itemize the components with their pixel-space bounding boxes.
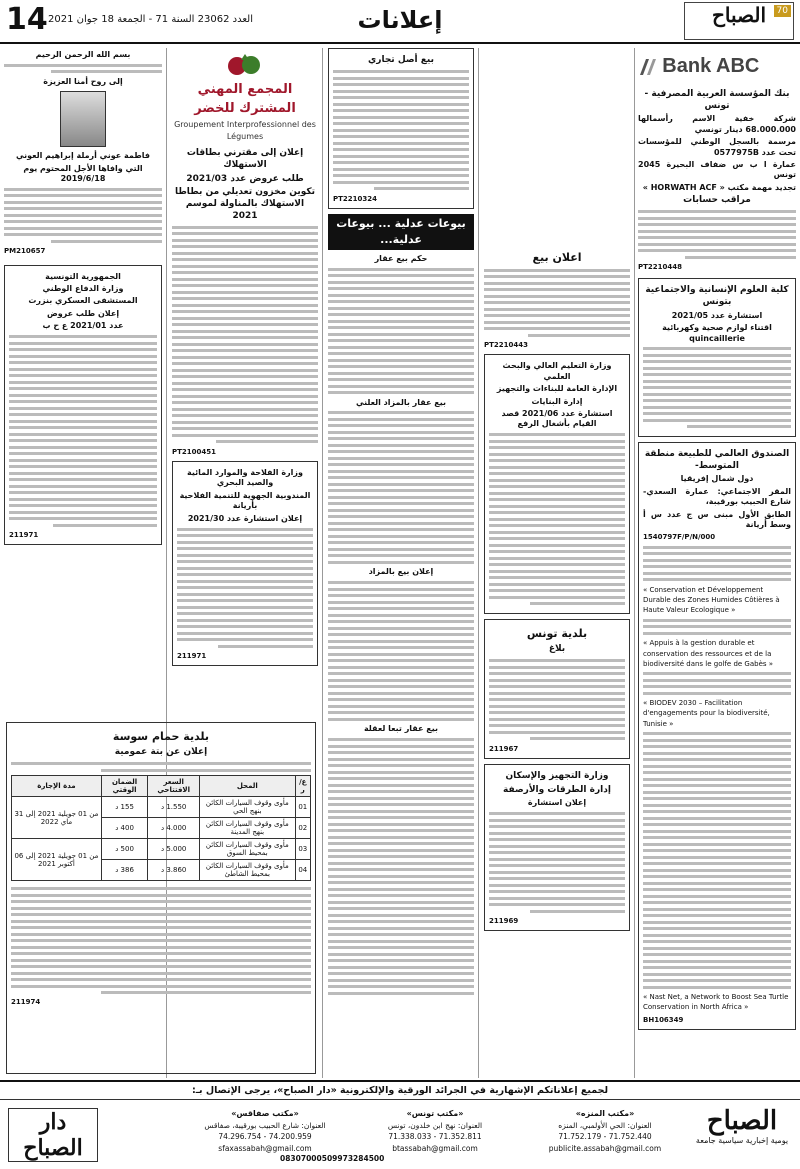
table-cell: من 01 جويلية 2021 إلى 06 أكتوبر 2021 <box>12 839 102 881</box>
office-phones: 74.296.754 - 74.200.959 <box>218 1132 312 1142</box>
notice-title: إعلان بيع بالمزاد <box>368 567 434 577</box>
ad-subtitle: وزارة الدفاع الوطني <box>42 283 124 293</box>
ad-box <box>484 619 630 759</box>
notice-title: حكم بيع عقار <box>374 253 428 263</box>
column-divider <box>478 48 479 1078</box>
office-address: العنوان: الحي الأولمبي، المنزه <box>558 1121 652 1130</box>
office-email[interactable]: publicite.assabah@gmail.com <box>548 1143 662 1153</box>
office-menzah <box>530 1108 680 1154</box>
ad-title: كلية العلوم الإنسانية والاجتماعية بتونس <box>645 285 789 308</box>
table-cell: مأوى وقوف السيارات الكائن بمحيط السوق <box>200 839 296 860</box>
office-email[interactable]: sfaxassabah@gmail.com <box>218 1143 312 1153</box>
ad-subtitle: إعلان استشارة <box>527 798 587 808</box>
table-cell: 500 د <box>101 839 147 860</box>
vegetable-logo-icon <box>225 52 265 78</box>
table-row <box>12 797 311 818</box>
ad-subtitle: المقر الاجتماعي: عمارة السعدي- شارع الحبيب بورقيبة، <box>643 486 791 507</box>
groupement-name-ar: المجمع المهني المشترك للخضر <box>194 82 296 117</box>
masthead-logo[interactable] <box>684 2 794 40</box>
table-header-row <box>12 776 311 797</box>
ad-subtitle: شركة خفية الاسم رأسمالها 68.000.000 دينار تونسي <box>638 114 796 134</box>
table-header: ع/ر <box>295 776 310 797</box>
table-cell: مأوى وقوف السيارات الكائن بنهج المدينة <box>200 818 296 839</box>
ad-title: بيع أصل تجاري <box>368 55 434 65</box>
ad-title: بلدية حمام سوسة <box>112 730 210 743</box>
ad-subtitle: المستشفى العسكري بنزرت <box>28 296 138 306</box>
ad-title: اعلان بيع <box>532 251 582 264</box>
ad-reference: PT2210448 <box>638 263 682 272</box>
contact-strip: لجميع إعلاناتكم الإشهارية في الجرائد الورقية والإلكترونية «دار الصباح»، يرجى الإتصال بـ: <box>0 1082 800 1100</box>
office-name: «مكتب المنزه» <box>575 1109 635 1118</box>
ad-title: إعلان إلى مقترني بطاقات الاستهلاك <box>186 148 304 170</box>
notice-title: بيع عقار تبعا لعقلة <box>363 724 439 734</box>
bank-abc-logo <box>638 48 796 87</box>
table-cell: 155 د <box>101 797 147 818</box>
bank-abc-mark-icon <box>638 57 660 77</box>
ad-subtitle: اقتناء لوازم صحية وكهربائية quincaillerie <box>662 323 772 343</box>
page-footer <box>0 1080 800 1169</box>
ad-box <box>484 354 630 613</box>
table-header: المحل <box>200 776 296 797</box>
table-cell: 1.550 د <box>148 797 200 818</box>
table-cell: 01 <box>295 797 310 818</box>
ad-subtitle: المندوبية الجهوية للتنمية الفلاحية بأريانة <box>179 490 311 511</box>
memorial-heading: إلى روح أمنا العزيزة <box>43 76 123 86</box>
column-3 <box>328 48 474 1078</box>
table-header: الضمان الوقتي <box>101 776 147 797</box>
ad-subtitle: طلب عروض عدد 2021/03 <box>186 173 304 184</box>
ad-title: الجمهورية التونسية <box>45 271 121 281</box>
ad-subtitle: إدارة البنايات <box>531 396 583 406</box>
ad-subtitle: إدارة الطرقات والأرصفة <box>503 784 611 795</box>
ad-subtitle: تجديد مهمة مكتب « HORWATH ACF » <box>642 182 796 192</box>
table-cell: 3.860 د <box>148 860 200 881</box>
table-cell: 4.000 د <box>148 818 200 839</box>
table-cell: 400 د <box>101 818 147 839</box>
ad-subtitle: عمارة ا ب س ضفاف البحيرة 2045 تونس <box>638 159 796 180</box>
ad-reference: 211974 <box>11 997 41 1006</box>
ad-body <box>638 210 796 259</box>
column-1 <box>638 48 796 1078</box>
portrait-photo <box>60 91 106 147</box>
dar-assabah-logo[interactable] <box>8 1108 98 1162</box>
groupement-logo <box>172 48 318 146</box>
column-2 <box>484 48 630 1078</box>
table-header: مدة الإجارة <box>12 776 102 797</box>
assabah-logo-text: الصباح <box>706 1106 778 1136</box>
column-5 <box>4 48 162 718</box>
tax-id: 1540797F/P/N/000 <box>643 533 716 542</box>
page-header <box>0 0 800 44</box>
table-cell: 04 <box>295 860 310 881</box>
ad-box <box>328 48 474 209</box>
column-divider <box>322 48 323 1078</box>
column-4 <box>172 48 318 718</box>
ad-title: بنك المؤسسة العربية المصرفية - تونس <box>644 89 790 111</box>
section-title: إعلانات <box>357 6 443 34</box>
ad-reference: PT2100451 <box>172 447 216 456</box>
ad-title: وزارة الفلاحة والموارد المائية والصيد البحري <box>187 468 303 488</box>
assabah-tagline: يومية إخبارية سياسية جامعة <box>695 1136 789 1145</box>
issue-line: العدد 23062 السنة 71 - الجمعة 18 جوان 2021 <box>48 14 253 25</box>
groupement-name-fr: Groupement Interprofessionnel des Légumes <box>174 120 316 141</box>
project-title: « BIODEV 2030 – Facilitation d'engagements pour la biodiversité, Tunisie » <box>643 699 770 728</box>
ad-reference: PT2210443 <box>484 341 528 350</box>
office-phones: 71.338.033 - 71.352.811 <box>388 1132 482 1142</box>
ad-box <box>4 265 162 546</box>
office-address: العنوان: نهج ابن خلدون، تونس <box>387 1121 483 1130</box>
ad-subtitle: الإدارة العامة للبناءات والتجهيز <box>496 384 618 394</box>
column-divider <box>634 48 635 1078</box>
ad-subtitle: بلاغ <box>548 644 566 655</box>
dar-assabah-logo-text: دار الصباح <box>23 1109 83 1161</box>
table-cell: مأوى وقوف السيارات الكائن بمحيط الشاطئ <box>200 860 296 881</box>
ad-reference: 211969 <box>489 917 519 926</box>
spacer <box>484 48 630 248</box>
table-cell: 02 <box>295 818 310 839</box>
ad-box <box>484 764 630 931</box>
table-header: السعر الافتتاحي <box>148 776 200 797</box>
bismillah: بسم الله الرحمن الرحيم <box>35 50 131 59</box>
ad-subtitle: إعلان استشارة عدد 2021/30 <box>187 513 303 523</box>
ad-subtitle: مراقب حسابات <box>683 195 751 206</box>
ad-title: وزارة التعليم العالي والبحث العلمي <box>502 361 612 381</box>
ad-subtitle: عدد 2021/01 ع ح ب <box>42 321 124 331</box>
office-sfax <box>190 1108 340 1154</box>
ad-reference: 211971 <box>9 531 39 540</box>
hammam-sousse-ad <box>6 722 316 1074</box>
deceased-name: فاطمة عوني أرملة إبراهيم العوني <box>15 151 151 161</box>
office-name: «مكتب صفاقس» <box>231 1109 299 1118</box>
table-cell: من 01 جويلية 2021 إلى 31 ماي 2022 <box>12 797 102 839</box>
assabah-logo[interactable] <box>692 1106 792 1145</box>
project-title: « Appuis à la gestion durable et conservation des ressources et de la biodiversité dans le golfe de Gabès » <box>643 639 774 668</box>
ad-body <box>11 887 311 994</box>
table-cell: 5.000 د <box>148 839 200 860</box>
office-phones: 71.752.179 - 71.752.440 <box>558 1132 652 1142</box>
ad-subtitle: الطابق الأول مبنى س ج عدد س أ وسط أريانة <box>643 509 791 529</box>
ad-title: وزارة التجهيز والإسكان <box>505 770 609 781</box>
ad-reference: 211967 <box>489 744 519 753</box>
ad-subtitle: إعلان عن بتة عمومية <box>114 747 208 758</box>
project-title: « Nast Net, a Network to Boost Sea Turtle Conservation in North Africa » <box>643 993 789 1012</box>
project-title: « Conservation et Développement Durable des Zones Humides Côtières à Haute Valeur Ecologique » <box>643 585 780 615</box>
ad-box <box>172 461 318 666</box>
ad-reference: BH106349 <box>643 1015 684 1024</box>
office-name: «مكتب تونس» <box>406 1109 464 1118</box>
memorial-date: التي وافاها الأجل المحتوم يوم 2019/6/18 <box>23 163 143 184</box>
page-number: 14 <box>6 2 48 37</box>
bank-account-number: 08307000509973284500 <box>280 1154 385 1163</box>
ad-subtitle: إعلان طلب عروض <box>46 308 120 318</box>
table-cell: 386 د <box>101 860 147 881</box>
office-address: العنوان: شارع الحبيب بورقيبة، صفاقس <box>204 1121 326 1130</box>
table-cell: مأوى وقوف السيارات الكائن بنهج الحي <box>200 797 296 818</box>
ad-subtitle: استشارة عدد 2021/06 قصد القيام بأشغال الرفع <box>501 409 613 429</box>
ad-subtitle: مرسمة بالسجل الوطني للمؤسسات تحت عدد 0577975B <box>638 137 796 157</box>
ad-subtitle: تكوين مخزون تعديلي من بطاطا الاستهلاك بالمناولة لموسم 2021 <box>174 187 316 221</box>
ad-subtitle: دول شمال إفريقيا <box>680 474 754 484</box>
ad-box <box>638 278 796 437</box>
masthead-title: الصباح <box>711 3 767 27</box>
notice-title: بيع عقار بالمزاد العلني <box>355 397 446 407</box>
bank-name: Bank ABC <box>662 55 760 77</box>
ad-reference: 211971 <box>177 652 207 661</box>
table-cell: 03 <box>295 839 310 860</box>
ad-subtitle: استشارة عدد 2021/05 <box>671 310 763 320</box>
anniversary-badge: 70 <box>774 5 791 17</box>
ad-reference: PT2210324 <box>333 194 377 203</box>
office-email[interactable]: btassabah@gmail.com <box>392 1143 478 1153</box>
table-row <box>12 839 311 860</box>
judicial-sales-banner: بيوعات عدلية ... بيوعات عدلية... <box>328 214 474 250</box>
office-tunis <box>360 1108 510 1154</box>
ad-title: بلدية تونس <box>526 626 588 640</box>
ad-box <box>638 442 796 1030</box>
ad-reference: PM210657 <box>4 247 46 256</box>
tender-table <box>11 775 311 881</box>
ad-title: الصندوق العالمي للطبيعة منطقة المتوسط- <box>644 448 790 471</box>
